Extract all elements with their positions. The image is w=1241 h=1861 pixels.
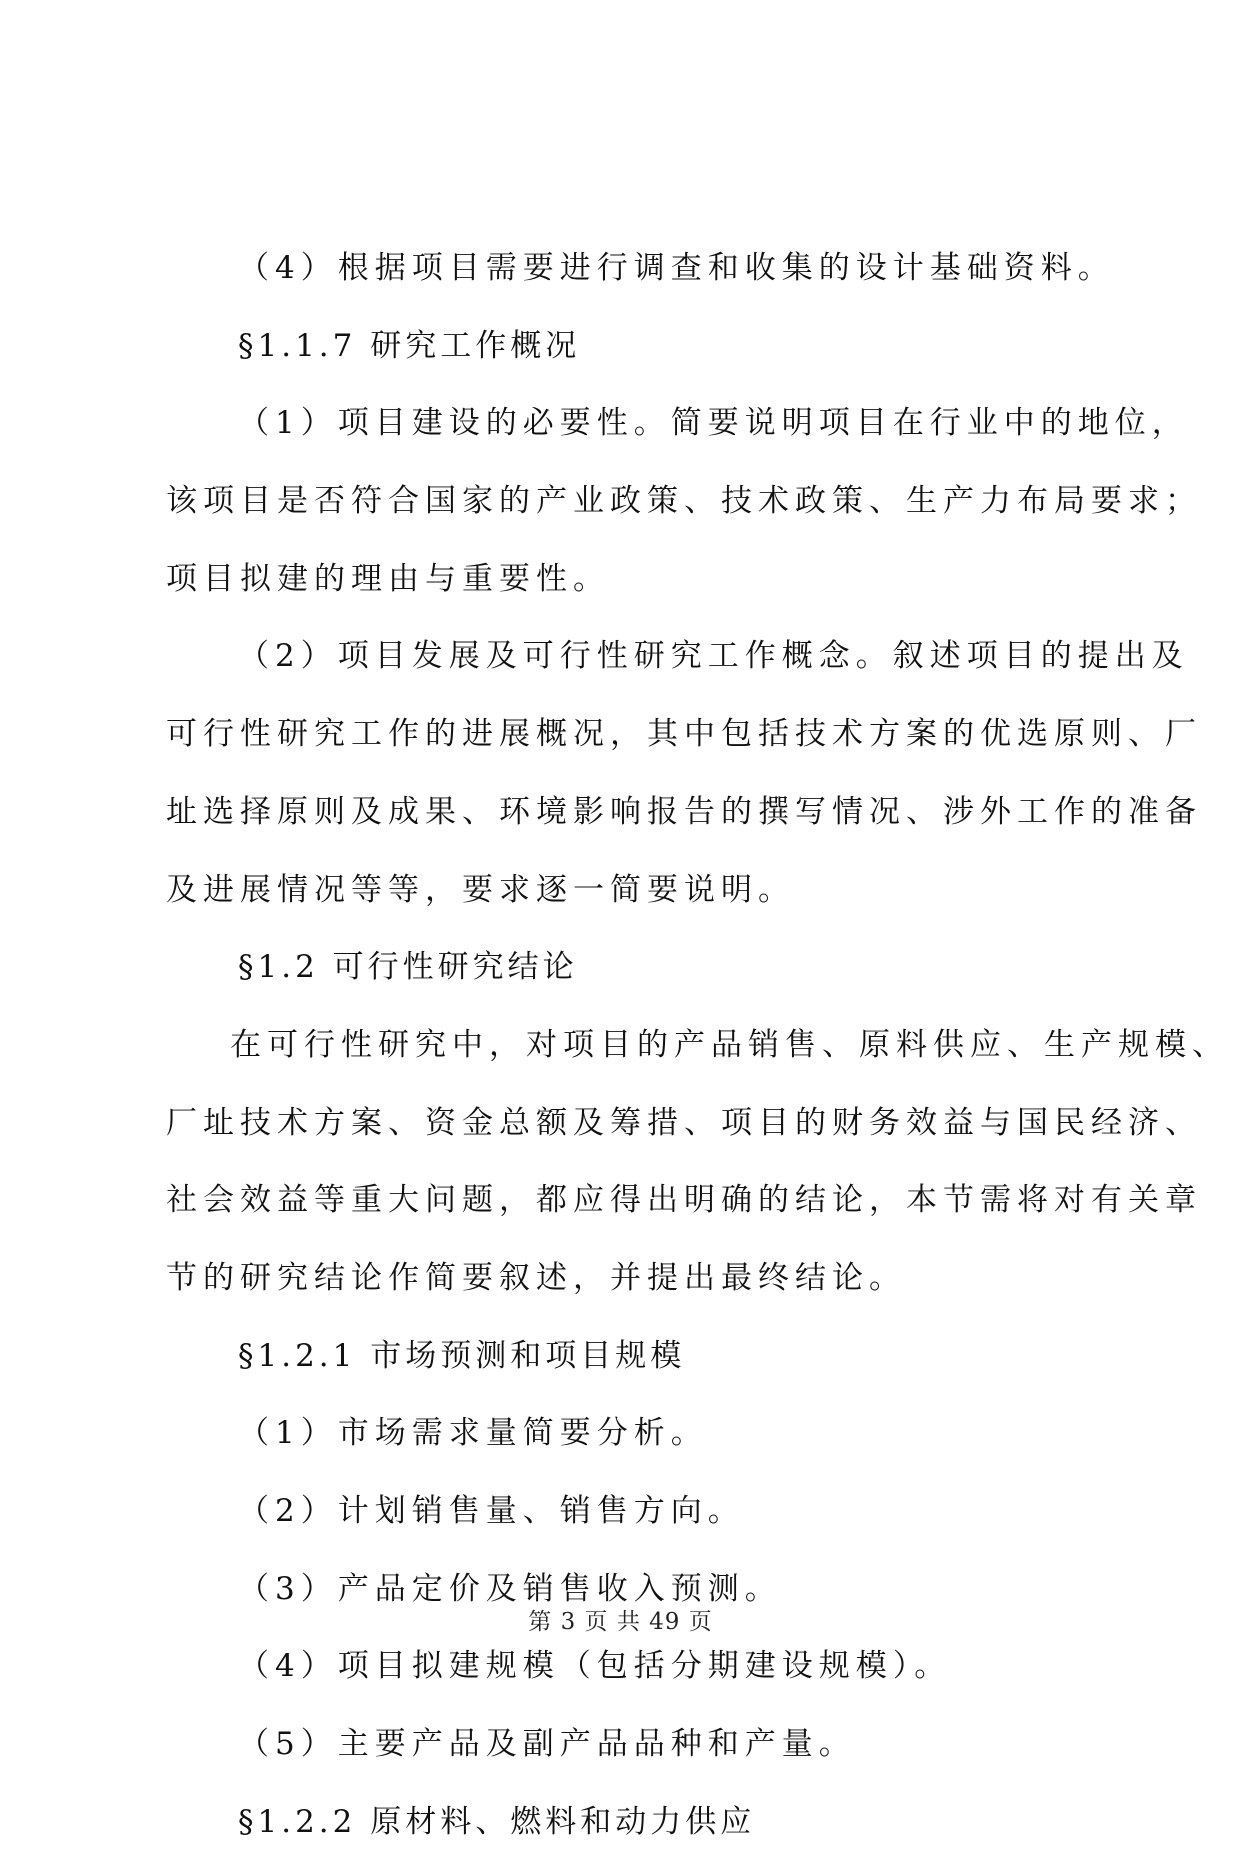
paragraph-line: 社会效益等重大问题，都应得出明确的结论，本节需将对有关章 (166, 1182, 1202, 1219)
paragraph-line: （1）项目建设的必要性。简要说明项目在行业中的地位， (238, 405, 1189, 442)
paragraph-line: 及进展情况等等，要求逐一简要说明。 (166, 871, 795, 908)
paragraph-line: 可行性研究工作的进展概况，其中包括技术方案的优选原则、厂 (166, 716, 1202, 753)
list-item: （3）产品定价及销售收入预测。 (238, 1570, 782, 1607)
section-heading: §1.1.7 研究工作概况 (238, 327, 581, 364)
paragraph-line: 该项目是否符合国家的产业政策、技术政策、生产力布局要求； (166, 483, 1202, 520)
paragraph-line: （2）项目发展及可行性研究工作概念。叙述项目的提出及 (238, 638, 1189, 675)
paragraph-line: 项目拟建的理由与重要性。 (166, 560, 610, 597)
list-item: （5）主要产品及副产品品种和产量。 (238, 1726, 856, 1763)
paragraph-line: 节的研究结论作简要叙述，并提出最终结论。 (166, 1259, 906, 1296)
list-item: （4）项目拟建规模（包括分期建设规模）。 (238, 1648, 952, 1685)
list-item: （1）市场需求量简要分析。 (238, 1415, 708, 1452)
paragraph-line: 址选择原则及成果、环境影响报告的撰写情况、涉外工作的准备 (166, 793, 1202, 830)
section-heading: §1.2.2 原材料、燃料和动力供应 (238, 1803, 756, 1840)
list-item: （2）计划销售量、销售方向。 (238, 1493, 745, 1529)
list-item: （4）根据项目需要进行调查和收集的设计基础资料。 (238, 250, 1115, 286)
paragraph-line: 在可行性研究中，对项目的产品销售、原料供应、生产规模、 (230, 1026, 1229, 1063)
paragraph-line: 厂址技术方案、资金总额及筹措、项目的财务效益与国民经济、 (166, 1104, 1202, 1141)
section-heading: §1.2.1 市场预测和项目规模 (238, 1337, 686, 1374)
section-heading: §1.2 可行性研究结论 (238, 949, 578, 986)
page-footer: 第 3 页 共 49 页 (528, 1609, 713, 1635)
